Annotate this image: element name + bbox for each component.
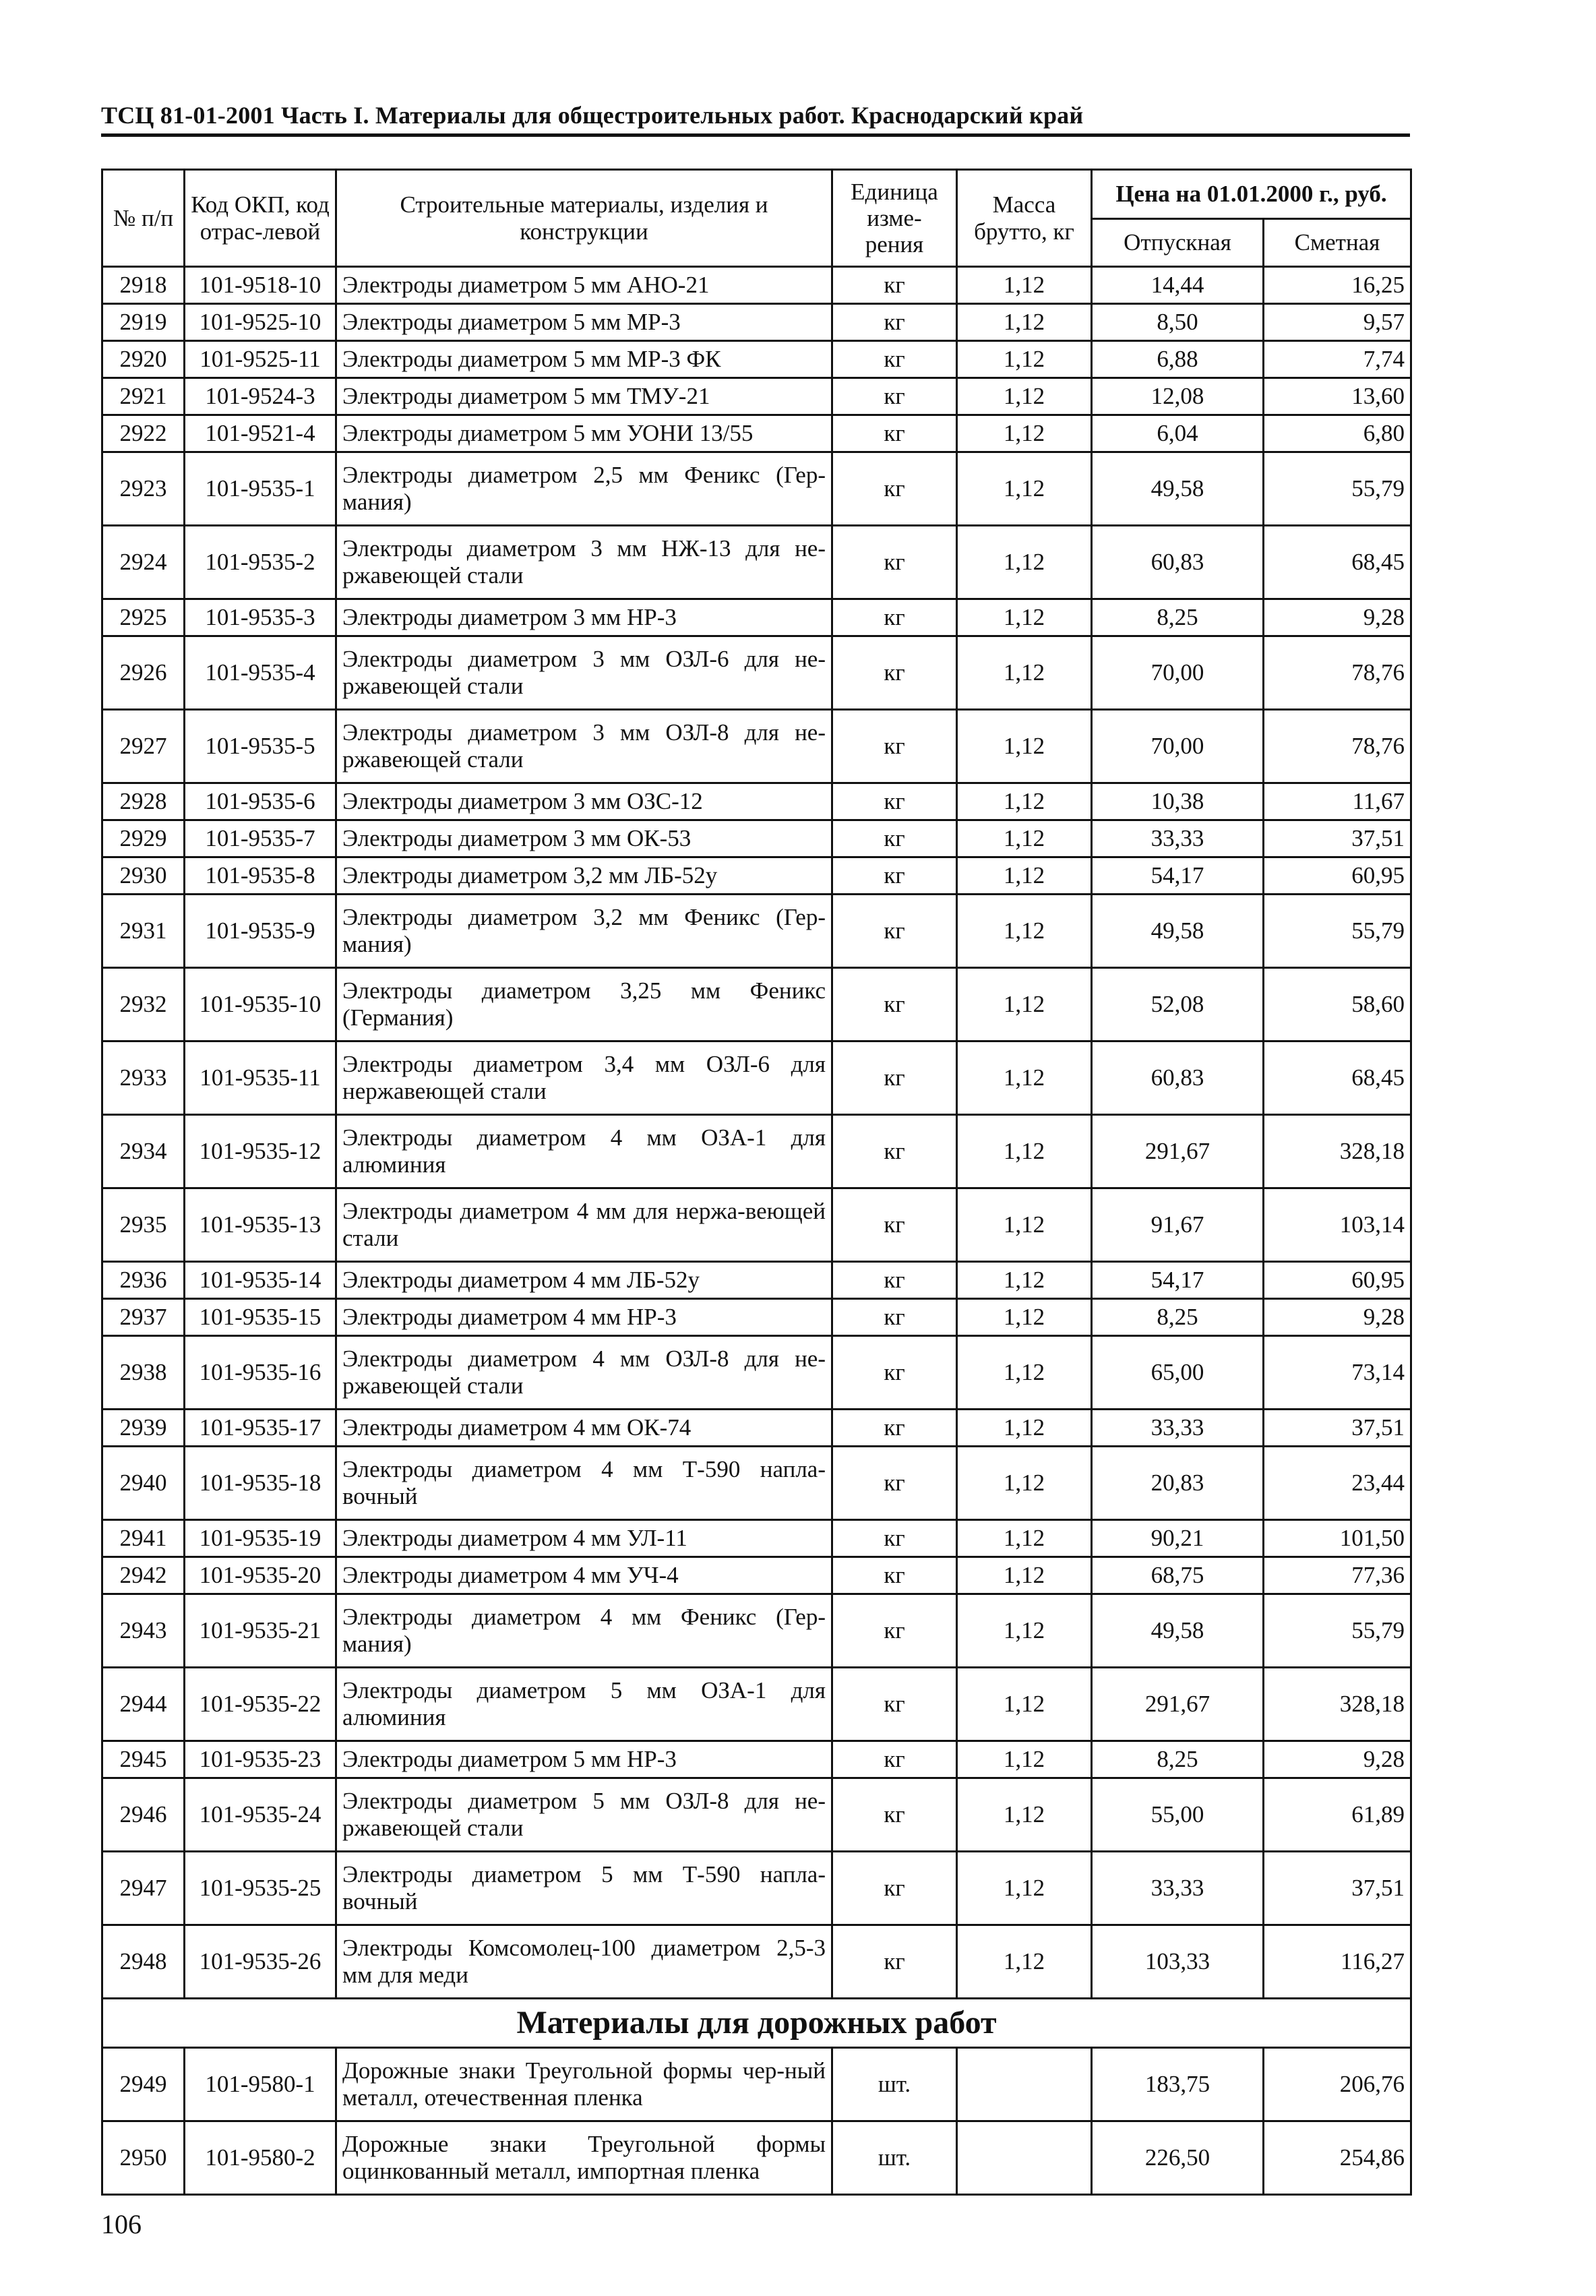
cell-price-estimate: 61,89 xyxy=(1264,1778,1411,1852)
cell-name: Электроды диаметром 5 мм ОЗА-1 для алюминия xyxy=(336,1668,832,1741)
table-row xyxy=(102,1520,1411,1557)
cell-price-estimate: 9,28 xyxy=(1264,599,1411,636)
table-row xyxy=(102,636,1411,710)
table-row xyxy=(102,1188,1411,1262)
materials-price-table xyxy=(101,169,1412,2196)
cell-code: 101-9535-17 xyxy=(185,1410,336,1447)
cell-num: 2919 xyxy=(102,304,185,341)
cell-num: 2938 xyxy=(102,1336,185,1410)
cell-price-estimate: 6,80 xyxy=(1264,415,1411,452)
table-row xyxy=(102,415,1411,452)
column-header-code: Код ОКП, код отрас-левой xyxy=(185,170,336,267)
cell-price-release: 55,00 xyxy=(1092,1778,1264,1852)
cell-num: 2940 xyxy=(102,1447,185,1520)
cell-num: 2922 xyxy=(102,415,185,452)
cell-code: 101-9535-9 xyxy=(185,895,336,968)
cell-num: 2942 xyxy=(102,1557,185,1594)
cell-price-release: 14,44 xyxy=(1092,267,1264,304)
cell-price-release: 68,75 xyxy=(1092,1557,1264,1594)
cell-num: 2921 xyxy=(102,378,185,415)
table-row xyxy=(102,2048,1411,2121)
cell-price-release: 90,21 xyxy=(1092,1520,1264,1557)
cell-price-estimate: 37,51 xyxy=(1264,1410,1411,1447)
section-title: Материалы для дорожных работ xyxy=(102,1999,1411,2048)
cell-price-release: 33,33 xyxy=(1092,820,1264,857)
cell-mass: 1,12 xyxy=(957,710,1092,783)
cell-unit: кг xyxy=(832,1115,957,1188)
cell-mass: 1,12 xyxy=(957,968,1092,1041)
cell-num: 2950 xyxy=(102,2121,185,2195)
cell-num: 2947 xyxy=(102,1852,185,1925)
column-header-price-release: Отпускная xyxy=(1092,219,1264,267)
cell-unit: кг xyxy=(832,1557,957,1594)
cell-code: 101-9521-4 xyxy=(185,415,336,452)
cell-price-estimate: 116,27 xyxy=(1264,1925,1411,1999)
cell-mass: 1,12 xyxy=(957,304,1092,341)
table-row xyxy=(102,1115,1411,1188)
cell-code: 101-9535-21 xyxy=(185,1594,336,1668)
cell-num: 2925 xyxy=(102,599,185,636)
table-row xyxy=(102,1557,1411,1594)
column-header-price-group: Цена на 01.01.2000 г., руб. xyxy=(1092,170,1411,219)
cell-unit: кг xyxy=(832,1041,957,1115)
cell-unit: кг xyxy=(832,1741,957,1778)
cell-price-estimate: 60,95 xyxy=(1264,1262,1411,1299)
table-row xyxy=(102,895,1411,968)
cell-name: Электроды диаметром 3,25 мм Феникс (Германия) xyxy=(336,968,832,1041)
cell-code: 101-9535-2 xyxy=(185,526,336,599)
cell-name: Электроды диаметром 4 мм Феникс (Гер-мания) xyxy=(336,1594,832,1668)
cell-unit: кг xyxy=(832,895,957,968)
cell-name: Электроды диаметром 5 мм ОЗЛ-8 для не-ржавеющей стали xyxy=(336,1778,832,1852)
cell-price-estimate: 254,86 xyxy=(1264,2121,1411,2195)
cell-price-release: 70,00 xyxy=(1092,710,1264,783)
cell-mass: 1,12 xyxy=(957,341,1092,378)
cell-price-release: 291,67 xyxy=(1092,1668,1264,1741)
cell-name: Электроды диаметром 5 мм Т-590 напла-вочный xyxy=(336,1852,832,1925)
cell-mass: 1,12 xyxy=(957,1925,1092,1999)
cell-num: 2933 xyxy=(102,1041,185,1115)
cell-price-estimate: 101,50 xyxy=(1264,1520,1411,1557)
table-row xyxy=(102,1778,1411,1852)
table-row xyxy=(102,267,1411,304)
cell-code: 101-9535-12 xyxy=(185,1115,336,1188)
cell-price-estimate: 58,60 xyxy=(1264,968,1411,1041)
cell-num: 2930 xyxy=(102,857,185,895)
cell-price-release: 12,08 xyxy=(1092,378,1264,415)
table-row xyxy=(102,1852,1411,1925)
cell-name: Электроды диаметром 3,2 мм ЛБ-52у xyxy=(336,857,832,895)
table-row xyxy=(102,378,1411,415)
cell-price-release: 291,67 xyxy=(1092,1115,1264,1188)
cell-unit: кг xyxy=(832,968,957,1041)
cell-name: Электроды диаметром 5 мм АНО-21 xyxy=(336,267,832,304)
cell-name: Электроды диаметром 2,5 мм Феникс (Гер-мания) xyxy=(336,452,832,526)
cell-unit: кг xyxy=(832,1520,957,1557)
column-header-num: № п/п xyxy=(102,170,185,267)
cell-name: Электроды диаметром 4 мм УЧ-4 xyxy=(336,1557,832,1594)
cell-price-release: 183,75 xyxy=(1092,2048,1264,2121)
cell-name: Электроды диаметром 4 мм УЛ-11 xyxy=(336,1520,832,1557)
cell-price-estimate: 328,18 xyxy=(1264,1668,1411,1741)
cell-price-release: 8,50 xyxy=(1092,304,1264,341)
cell-price-release: 33,33 xyxy=(1092,1410,1264,1447)
cell-unit: кг xyxy=(832,599,957,636)
cell-name: Электроды диаметром 4 мм Т-590 напла-вочный xyxy=(336,1447,832,1520)
cell-price-estimate: 16,25 xyxy=(1264,267,1411,304)
cell-unit: кг xyxy=(832,1447,957,1520)
cell-code: 101-9535-22 xyxy=(185,1668,336,1741)
cell-price-estimate: 55,79 xyxy=(1264,1594,1411,1668)
cell-code: 101-9518-10 xyxy=(185,267,336,304)
cell-name: Электроды диаметром 3 мм ОК-53 xyxy=(336,820,832,857)
cell-mass: 1,12 xyxy=(957,820,1092,857)
table-row xyxy=(102,1299,1411,1336)
cell-price-release: 8,25 xyxy=(1092,1741,1264,1778)
cell-price-estimate: 9,57 xyxy=(1264,304,1411,341)
cell-unit: кг xyxy=(832,415,957,452)
cell-price-estimate: 206,76 xyxy=(1264,2048,1411,2121)
cell-code: 101-9535-24 xyxy=(185,1778,336,1852)
cell-unit: кг xyxy=(832,1668,957,1741)
section-row xyxy=(102,1999,1411,2048)
cell-unit: шт. xyxy=(832,2121,957,2195)
cell-name: Электроды диаметром 3,2 мм Феникс (Гер-мания) xyxy=(336,895,832,968)
table-row xyxy=(102,1262,1411,1299)
cell-mass: 1,12 xyxy=(957,783,1092,820)
cell-mass: 1,12 xyxy=(957,895,1092,968)
cell-name: Электроды диаметром 4 мм ОЗЛ-8 для не-ржавеющей стали xyxy=(336,1336,832,1410)
cell-name: Электроды диаметром 4 мм ОК-74 xyxy=(336,1410,832,1447)
cell-code: 101-9535-15 xyxy=(185,1299,336,1336)
cell-unit: кг xyxy=(832,1262,957,1299)
cell-num: 2944 xyxy=(102,1668,185,1741)
cell-mass: 1,12 xyxy=(957,1299,1092,1336)
cell-mass: 1,12 xyxy=(957,1557,1092,1594)
table-row xyxy=(102,1336,1411,1410)
page-number: 106 xyxy=(101,2209,142,2239)
table-row xyxy=(102,526,1411,599)
cell-num: 2932 xyxy=(102,968,185,1041)
cell-price-release: 20,83 xyxy=(1092,1447,1264,1520)
cell-unit: кг xyxy=(832,820,957,857)
cell-mass: 1,12 xyxy=(957,267,1092,304)
cell-mass xyxy=(957,2048,1092,2121)
cell-mass: 1,12 xyxy=(957,1447,1092,1520)
table-row xyxy=(102,1447,1411,1520)
cell-name: Электроды диаметром 4 мм ЛБ-52у xyxy=(336,1262,832,1299)
cell-code: 101-9535-7 xyxy=(185,820,336,857)
cell-unit: кг xyxy=(832,304,957,341)
cell-price-release: 8,25 xyxy=(1092,599,1264,636)
cell-unit: шт. xyxy=(832,2048,957,2121)
cell-name: Дорожные знаки Треугольной формы чер-ный металл, отечественная пленка xyxy=(336,2048,832,2121)
column-header-name: Строительные материалы, изделия и конструкции xyxy=(336,170,832,267)
cell-mass: 1,12 xyxy=(957,1336,1092,1410)
cell-price-release: 226,50 xyxy=(1092,2121,1264,2195)
cell-code: 101-9535-13 xyxy=(185,1188,336,1262)
cell-code: 101-9525-11 xyxy=(185,341,336,378)
cell-num: 2927 xyxy=(102,710,185,783)
table-body xyxy=(102,267,1411,2195)
cell-num: 2923 xyxy=(102,452,185,526)
cell-price-release: 49,58 xyxy=(1092,1594,1264,1668)
cell-mass: 1,12 xyxy=(957,1188,1092,1262)
cell-price-release: 103,33 xyxy=(1092,1925,1264,1999)
cell-name: Электроды диаметром 5 мм УОНИ 13/55 xyxy=(336,415,832,452)
cell-unit: кг xyxy=(832,378,957,415)
cell-price-estimate: 7,74 xyxy=(1264,341,1411,378)
header-divider xyxy=(101,133,1410,137)
cell-price-estimate: 60,95 xyxy=(1264,857,1411,895)
cell-price-release: 8,25 xyxy=(1092,1299,1264,1336)
cell-name: Электроды диаметром 3 мм ОЗС-12 xyxy=(336,783,832,820)
cell-num: 2949 xyxy=(102,2048,185,2121)
cell-name: Электроды диаметром 4 мм для нержа-веющей стали xyxy=(336,1188,832,1262)
cell-unit: кг xyxy=(832,1336,957,1410)
table-row xyxy=(102,599,1411,636)
cell-code: 101-9580-2 xyxy=(185,2121,336,2195)
cell-mass: 1,12 xyxy=(957,526,1092,599)
cell-code: 101-9535-8 xyxy=(185,857,336,895)
cell-unit: кг xyxy=(832,452,957,526)
cell-unit: кг xyxy=(832,1925,957,1999)
cell-num: 2935 xyxy=(102,1188,185,1262)
cell-num: 2937 xyxy=(102,1299,185,1336)
table-row xyxy=(102,1041,1411,1115)
cell-unit: кг xyxy=(832,710,957,783)
cell-price-estimate: 37,51 xyxy=(1264,820,1411,857)
cell-price-estimate: 68,45 xyxy=(1264,1041,1411,1115)
cell-unit: кг xyxy=(832,1852,957,1925)
cell-mass: 1,12 xyxy=(957,636,1092,710)
cell-price-release: 49,58 xyxy=(1092,452,1264,526)
cell-name: Электроды диаметром 4 мм НР-3 xyxy=(336,1299,832,1336)
cell-num: 2926 xyxy=(102,636,185,710)
cell-unit: кг xyxy=(832,1410,957,1447)
table-row xyxy=(102,304,1411,341)
cell-price-estimate: 55,79 xyxy=(1264,895,1411,968)
cell-num: 2934 xyxy=(102,1115,185,1188)
table-row xyxy=(102,1410,1411,1447)
cell-name: Дорожные знаки Треугольной формы оцинкованный металл, импортная пленка xyxy=(336,2121,832,2195)
cell-num: 2948 xyxy=(102,1925,185,1999)
cell-code: 101-9535-6 xyxy=(185,783,336,820)
cell-code: 101-9535-5 xyxy=(185,710,336,783)
table-row xyxy=(102,783,1411,820)
cell-code: 101-9535-25 xyxy=(185,1852,336,1925)
table-row xyxy=(102,452,1411,526)
cell-code: 101-9535-19 xyxy=(185,1520,336,1557)
column-header-unit: Единица изме-рения xyxy=(832,170,957,267)
cell-code: 101-9535-3 xyxy=(185,599,336,636)
cell-mass: 1,12 xyxy=(957,378,1092,415)
cell-price-estimate: 9,28 xyxy=(1264,1299,1411,1336)
cell-mass: 1,12 xyxy=(957,1852,1092,1925)
cell-price-estimate: 37,51 xyxy=(1264,1852,1411,1925)
cell-price-estimate: 13,60 xyxy=(1264,378,1411,415)
cell-mass: 1,12 xyxy=(957,1778,1092,1852)
cell-mass: 1,12 xyxy=(957,857,1092,895)
cell-price-release: 70,00 xyxy=(1092,636,1264,710)
cell-price-release: 60,83 xyxy=(1092,1041,1264,1115)
cell-price-estimate: 77,36 xyxy=(1264,1557,1411,1594)
cell-code: 101-9535-23 xyxy=(185,1741,336,1778)
cell-num: 2936 xyxy=(102,1262,185,1299)
cell-name: Электроды диаметром 3 мм НЖ-13 для не-ржавеющей стали xyxy=(336,526,832,599)
cell-code: 101-9525-10 xyxy=(185,304,336,341)
cell-num: 2920 xyxy=(102,341,185,378)
cell-name: Электроды диаметром 5 мм МР-3 xyxy=(336,304,832,341)
cell-price-estimate: 68,45 xyxy=(1264,526,1411,599)
cell-price-estimate: 328,18 xyxy=(1264,1115,1411,1188)
table-row xyxy=(102,1594,1411,1668)
cell-mass: 1,12 xyxy=(957,452,1092,526)
cell-price-release: 6,04 xyxy=(1092,415,1264,452)
cell-mass: 1,12 xyxy=(957,1041,1092,1115)
cell-num: 2946 xyxy=(102,1778,185,1852)
cell-unit: кг xyxy=(832,341,957,378)
cell-num: 2943 xyxy=(102,1594,185,1668)
cell-mass: 1,12 xyxy=(957,1115,1092,1188)
cell-price-estimate: 78,76 xyxy=(1264,710,1411,783)
cell-num: 2945 xyxy=(102,1741,185,1778)
cell-mass: 1,12 xyxy=(957,599,1092,636)
cell-code: 101-9535-16 xyxy=(185,1336,336,1410)
cell-num: 2929 xyxy=(102,820,185,857)
cell-code: 101-9524-3 xyxy=(185,378,336,415)
cell-num: 2941 xyxy=(102,1520,185,1557)
table-row xyxy=(102,857,1411,895)
table-row xyxy=(102,1925,1411,1999)
cell-code: 101-9535-14 xyxy=(185,1262,336,1299)
cell-num: 2928 xyxy=(102,783,185,820)
cell-code: 101-9535-20 xyxy=(185,1557,336,1594)
cell-code: 101-9535-18 xyxy=(185,1447,336,1520)
cell-code: 101-9535-1 xyxy=(185,452,336,526)
cell-name: Электроды диаметром 3 мм ОЗЛ-8 для не-ржавеющей стали xyxy=(336,710,832,783)
cell-mass: 1,12 xyxy=(957,415,1092,452)
cell-unit: кг xyxy=(832,857,957,895)
cell-unit: кг xyxy=(832,1299,957,1336)
cell-unit: кг xyxy=(832,1594,957,1668)
cell-mass xyxy=(957,2121,1092,2195)
cell-num: 2931 xyxy=(102,895,185,968)
cell-price-estimate: 73,14 xyxy=(1264,1336,1411,1410)
cell-name: Электроды диаметром 5 мм НР-3 xyxy=(336,1741,832,1778)
page-header: ТСЦ 81-01-2001 Часть I. Материалы для общестроительных работ. Краснодарский край xyxy=(101,102,1084,129)
table-row xyxy=(102,2121,1411,2195)
table-row xyxy=(102,820,1411,857)
table-row xyxy=(102,968,1411,1041)
cell-price-release: 52,08 xyxy=(1092,968,1264,1041)
cell-mass: 1,12 xyxy=(957,1741,1092,1778)
table-row xyxy=(102,1668,1411,1741)
cell-price-release: 65,00 xyxy=(1092,1336,1264,1410)
cell-code: 101-9580-1 xyxy=(185,2048,336,2121)
cell-price-estimate: 23,44 xyxy=(1264,1447,1411,1520)
cell-unit: кг xyxy=(832,783,957,820)
cell-price-estimate: 9,28 xyxy=(1264,1741,1411,1778)
cell-num: 2939 xyxy=(102,1410,185,1447)
cell-num: 2924 xyxy=(102,526,185,599)
cell-price-estimate: 78,76 xyxy=(1264,636,1411,710)
cell-unit: кг xyxy=(832,267,957,304)
table-row xyxy=(102,1741,1411,1778)
table-row xyxy=(102,341,1411,378)
cell-name: Электроды диаметром 5 мм ТМУ-21 xyxy=(336,378,832,415)
cell-mass: 1,12 xyxy=(957,1262,1092,1299)
cell-price-release: 54,17 xyxy=(1092,857,1264,895)
cell-price-estimate: 103,14 xyxy=(1264,1188,1411,1262)
cell-name: Электроды диаметром 3,4 мм ОЗЛ-6 для нержавеющей стали xyxy=(336,1041,832,1115)
cell-mass: 1,12 xyxy=(957,1520,1092,1557)
table-row xyxy=(102,710,1411,783)
cell-mass: 1,12 xyxy=(957,1668,1092,1741)
cell-code: 101-9535-10 xyxy=(185,968,336,1041)
column-header-mass: Масса брутто, кг xyxy=(957,170,1092,267)
cell-name: Электроды Комсомолец-100 диаметром 2,5-3 мм для меди xyxy=(336,1925,832,1999)
cell-unit: кг xyxy=(832,1188,957,1262)
cell-price-estimate: 55,79 xyxy=(1264,452,1411,526)
cell-name: Электроды диаметром 4 мм ОЗА-1 для алюминия xyxy=(336,1115,832,1188)
column-header-price-estimate: Сметная xyxy=(1264,219,1411,267)
cell-num: 2918 xyxy=(102,267,185,304)
cell-price-release: 49,58 xyxy=(1092,895,1264,968)
cell-price-release: 54,17 xyxy=(1092,1262,1264,1299)
cell-unit: кг xyxy=(832,636,957,710)
cell-code: 101-9535-11 xyxy=(185,1041,336,1115)
cell-price-estimate: 11,67 xyxy=(1264,783,1411,820)
cell-code: 101-9535-26 xyxy=(185,1925,336,1999)
cell-price-release: 6,88 xyxy=(1092,341,1264,378)
cell-name: Электроды диаметром 3 мм НР-3 xyxy=(336,599,832,636)
cell-name: Электроды диаметром 5 мм МР-3 ФК xyxy=(336,341,832,378)
cell-mass: 1,12 xyxy=(957,1594,1092,1668)
cell-name: Электроды диаметром 3 мм ОЗЛ-6 для не-ржавеющей стали xyxy=(336,636,832,710)
cell-unit: кг xyxy=(832,526,957,599)
cell-code: 101-9535-4 xyxy=(185,636,336,710)
cell-unit: кг xyxy=(832,1778,957,1852)
cell-price-release: 33,33 xyxy=(1092,1852,1264,1925)
cell-price-release: 91,67 xyxy=(1092,1188,1264,1262)
cell-price-release: 60,83 xyxy=(1092,526,1264,599)
cell-mass: 1,12 xyxy=(957,1410,1092,1447)
cell-price-release: 10,38 xyxy=(1092,783,1264,820)
